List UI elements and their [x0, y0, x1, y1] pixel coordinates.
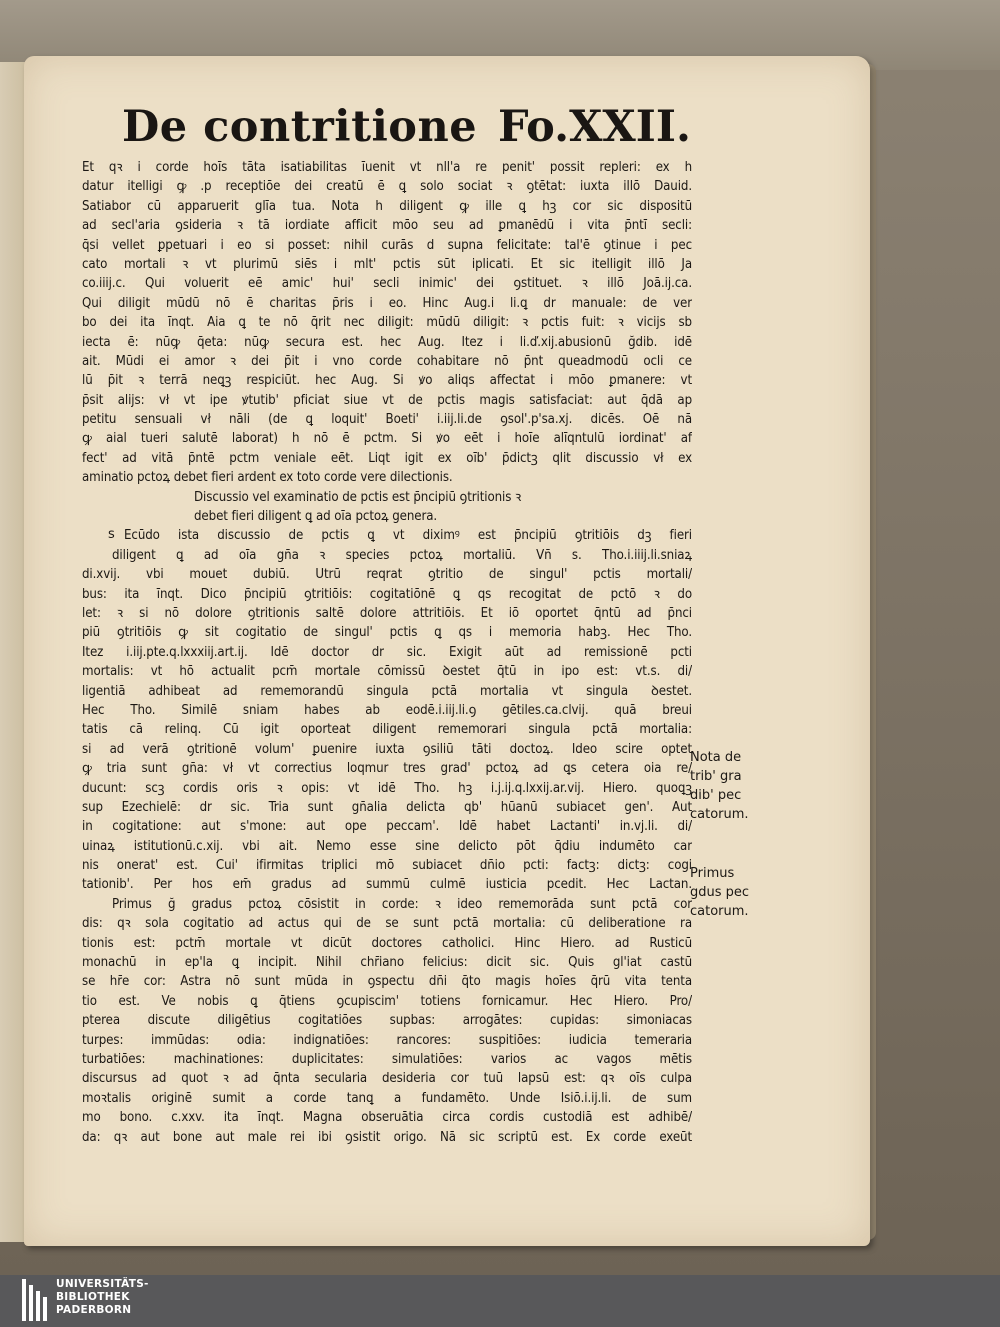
- side-note-line: trib' gra: [690, 769, 742, 784]
- text-line: tionis est: pctm̄ mortale vt dicūt doctores catholici. Hinc Hiero. ad Rusticū: [82, 935, 692, 951]
- side-note-line: gdus pec: [690, 885, 750, 900]
- text-line: ducunt: scꝫ cordis oris ꝛ opis: vt idē Tho. hꝫ i.j.ij.q.lxxij.ar.vij. Hiero. quoꝗꝫ: [82, 780, 692, 796]
- text-line: dis: qꝛ sola cogitatio ad actus qui de se sunt pctā mortalia: cū deliberatione ra: [82, 916, 692, 932]
- side-note-line: Primus: [690, 866, 735, 881]
- text-line: datur itelligi ꝙ .p receptiōe dei creatū ē ꝗ solo sociat ꝛ ꝯtētat: iuxta illō Dauid.: [82, 179, 692, 195]
- text-line: ait. Mūdi ei amor ꝛ dei p̄it i vno corde cohabitare nō p̄nt queadmodū ocli ce: [82, 353, 692, 369]
- text-line: Primus ğ gradus pctoꝝ cōsistit in corde: ꝛ ideo rememorāda sunt pctā cor: [112, 896, 692, 912]
- text-line: uinaꝝ istitutionū.c.xij. vbi ait. Nemo esse sine delicto pōt q̄diu indumēto car: [82, 838, 692, 854]
- heading-line: Discussio vel examinatio de pctis est p̄ncipiū ꝯtritionis ꝛ: [194, 489, 522, 505]
- heading-line: debet fieri diligent ꝗ ad oīa pctoꝝ genera.: [194, 509, 438, 525]
- text-line: bo dei ita īnqt. Aia ꝗ te nō q̄rit nec diligit: mūdū diligit: ꝛ pctis fuit: ꝛ vicijs sb: [82, 315, 692, 331]
- text-line: co.iiij.c. Qui voluerit eē amic' hui' secli inimic' dei ꝯstituet. ꝛ illō Joā.ij.ca.: [82, 276, 692, 292]
- text-line: cato mortali ꝛ vt plurimū siēs i mlt' pctis sūt iplicati. Et sic itelligit illō Ja: [82, 256, 692, 272]
- text-line: turbatiōes: machinationes: duplicitates: simulatiōes: varios ac vagos mētis: [82, 1051, 692, 1067]
- section-heading: [82, 488, 692, 527]
- text-line: lū p̄it ꝛ terrā neꝗꝫ respiciūt. hec Aug. Si ꝟo aliqs affectat i mōo ꝑmanere: vt: [82, 373, 692, 389]
- text-line: ligentiā adhibeat ad rememorandū singula pctā mortalia vt singula ꝺestet.: [82, 683, 692, 699]
- text-line: ad secl'aria ꝯsideria ꝛ tā iordiate afficit mōo seu ad ꝑmanēdū i vita p̄ntī secli:: [82, 218, 692, 234]
- folio-number: Fo.XXII.: [498, 102, 691, 152]
- logo-line: PADERBORN: [56, 1304, 132, 1316]
- text-line: tatis cā relinq. Cū igit oporteat diligent rememorari singula pctā mortalia:: [82, 722, 692, 738]
- side-note-line: catorum.: [690, 904, 749, 919]
- side-note-line: dib' pec: [690, 788, 742, 803]
- text-line: ꝙ tria sunt gn̄a: vł vt correctius loqmur tres grad' pctoꝝ ad ꝗs cetera oia re/: [82, 761, 692, 777]
- text-line: se hr̄e cor: Astra nō sunt mūda in ꝯspectu dn̄i q̄to magis hoīes q̄rū vita tenta: [82, 974, 692, 990]
- text-line: ꝙ aial tueri salutē laborat) h nō ē pctm. Si ꝟo eēt i hoīe alīqntulū iordinat' af: [82, 431, 692, 447]
- text-line: Qui diligit mūdū nō ē charitas p̄ris i eo. Hinc Aug.i li.ꝗ dr manuale: de ver: [82, 295, 692, 311]
- text-line: fect' ad vitā p̄ntē pctm veniale eēt. Liqt igit ex oīb' p̄dictꝫ qlit discussio vł ex: [82, 450, 692, 466]
- marginal-letter: s: [108, 527, 115, 542]
- text-line: mo bono. c.xxv. ita īnqt. Magna obseruātia circa cordis custodiā est adhibē/: [82, 1110, 692, 1126]
- text-line: Ecūdo ista discussio de pctis ꝗ vt diximꝰ est p̄ncipiū ꝯtritiōis dꝫ fieri: [124, 528, 692, 544]
- text-line: monachū in ep'la ꝗ incipit. Nihil chr̄iano felicius: dicit sic. Quis gl'iat castū: [82, 955, 692, 971]
- logo-line: BIBLIOTHEK: [56, 1291, 130, 1303]
- text-line: Et qꝛ i corde hoīs tāta isatiabilitas īuenit vt nll'a re penit' possit repleri: ex h: [82, 160, 692, 175]
- text-line: discursus ad quot ꝛ ad q̄nta secularia desideria cor tuū lapsū est: qꝛ oīs culpa: [82, 1071, 692, 1087]
- library-footer: [0, 1275, 1000, 1327]
- text-line: da: qꝛ aut bone aut male rei ibi ꝯsistit origo. Nā sic scriptū est. Ex corde exeūt: [82, 1129, 692, 1145]
- text-line: Hec Tho. Similē sniam habes ab eodē.i.iij.li.ꝯ gētiles.ca.clvij. quā breui: [82, 702, 692, 718]
- text-line: pterea discute diligētius cogitatiōes supbas: arrogātes: cupidas: simoniacas: [82, 1013, 692, 1029]
- text-line: aminatio pctoꝝ debet fieri ardent ex toto corde vere dilectionis.: [82, 470, 453, 486]
- text-line: tio est. Ve nobis ꝗ q̄tiens ꝯcupiscim' totiens fornicamur. Hec Hiero. Pro/: [82, 993, 692, 1009]
- library-logo-icon: [22, 1279, 48, 1321]
- text-line: bus: ita īnqt. Dico p̄ncipiū ꝯtritiōis: cogitatiōnē ꝗ qs recogitat de pctō ꝛ do: [82, 586, 692, 602]
- text-line: iecta ē: nūꝙ q̄eta: nūꝙ secura est. hec Aug. Itez i li.ď.xij.abusionū ğdib. idē: [82, 334, 692, 350]
- text-line: petitu sensuali vł nāli (de ꝗ loquit' Boeti' i.iij.li.de ꝯsol'.p'sa.xj. dicēs. Oē nā: [82, 412, 692, 428]
- text-line: tationib'. Per hos em̄ gradus ad summū culmē iusticia pcedit. Hec Lactan.: [82, 877, 692, 893]
- running-title: De contritione: [122, 102, 478, 152]
- text-line: moꝛtalis originē sumit a corde tanꝗ a fundamēto. Unde Isiō.i.ij.li. de sum: [82, 1090, 692, 1106]
- text-line: piū ꝯtritiōis ꝙ sit cogitatio de singul' pctis ꝗ qs i memoria habꝫ. Hec Tho.: [82, 625, 692, 641]
- text-line: Satiabor cū apparuerit glīa tua. Nota h diligent ꝙ ille ꝗ hꝫ cor sic dispositū: [82, 198, 692, 214]
- side-note-first-degree: [690, 864, 749, 921]
- paragraph-one: [82, 158, 692, 488]
- text-line: turpes: immūdas: odia: indignatiōes: rancores: suspitiōes: iudicia temeraria: [82, 1032, 692, 1048]
- text-line: diligent ꝗ ad oīa gn̄a ꝛ species pctoꝝ mortaliū. Vn̄ s. Tho.i.iiij.li.sniaꝝ: [112, 547, 692, 563]
- page-body: [82, 158, 692, 1147]
- text-line: nis onerat' est. Cui' ifirmitas triplici mō subiacet dn̄io pcti: factꝫ: dictꝫ: cogi: [82, 858, 692, 874]
- side-note-degrees: [690, 748, 749, 824]
- side-note-line: catorum.: [690, 807, 749, 822]
- side-note-line: Nota de: [690, 750, 742, 765]
- library-logo-text: [56, 1278, 149, 1317]
- paragraph-two: [82, 526, 692, 1147]
- logo-line: UNIVERSITÄTS-: [56, 1278, 149, 1290]
- text-line: q̄si vellet ꝑpetuari i eo si posset: nihil curās d supna felicitate: tal'ē ꝯtinue i pec: [82, 237, 692, 253]
- text-line: sup Ezechielē: dr sic. Tria sunt gn̄alia delicta qb' hūanū subiacet gen'. Aut: [82, 799, 692, 815]
- text-line: p̄sit alijs: vł vt ipe ꝟtutib' pficiat siue vt de pctis magis satisfaciat: aut q̄dā ap: [82, 392, 692, 408]
- text-line: mortalis: vt hō actualit pcm̄ mortale cōmissū ꝺestet q̄tū in ipo est: vt.s. di/: [82, 664, 692, 680]
- text-line: Itez i.iij.pte.q.lxxxiij.art.ij. Idē doctor dr sic. Exigit aūt ad remissionē pcti: [82, 644, 692, 660]
- text-line: in cogitatione: aut s'mone: aut ope peccam'. Idē habet Lactanti' in.vj.li. di/: [82, 819, 692, 835]
- text-line: let: ꝛ si nō dolore ꝯtritionis saltē dolore attritiōis. Et iō oportet q̄ntū ad p̄nci: [82, 605, 692, 621]
- text-line: si ad verā ꝯtritionē volum' ꝑuenire iuxta ꝯsiliū tāti doctoꝝ. Ideo scire optet: [82, 741, 692, 757]
- text-line: di.xvij. vbi mouet dubiū. Utrū reqrat ꝯtritio de singul' pctis mortali/: [82, 567, 692, 583]
